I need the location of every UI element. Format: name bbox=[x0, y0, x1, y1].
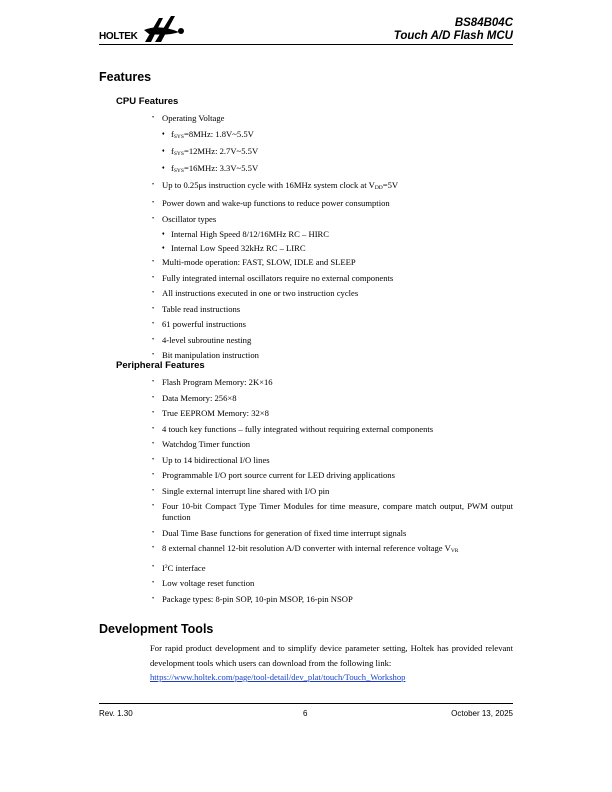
item-text: =12MHz: 2.7V~5.5V bbox=[183, 145, 259, 156]
list-item bbox=[150, 578, 513, 589]
part-number: BS84B04C bbox=[454, 17, 513, 29]
list-item bbox=[150, 319, 513, 330]
list-item bbox=[150, 288, 513, 299]
product-subtitle: Touch A/D Flash MCU bbox=[393, 30, 513, 42]
item-text: Multi-mode operation: FAST, SLOW, IDLE and SLEEP bbox=[162, 257, 356, 268]
subscript: SYS bbox=[173, 133, 184, 140]
header-divider bbox=[99, 44, 513, 45]
list-item bbox=[150, 393, 513, 404]
item-text: Single external interrupt line shared with I/O pin bbox=[162, 485, 330, 496]
subscript: SYS bbox=[173, 167, 184, 174]
peripheral-features-heading: Peripheral Features bbox=[116, 360, 205, 371]
development-tools-heading: Development Tools bbox=[99, 622, 214, 636]
item-text: Operating Voltage bbox=[162, 113, 225, 123]
development-tools-section bbox=[150, 641, 513, 685]
item-text: Bit manipulation instruction bbox=[162, 350, 259, 361]
item-text: =5V bbox=[382, 179, 399, 190]
subscript: SYS bbox=[173, 150, 184, 157]
list-item bbox=[150, 439, 513, 450]
item-text: 4 touch key functions – fully integrated without requiring external components bbox=[162, 423, 434, 434]
cpu-features-heading: CPU Features bbox=[116, 96, 179, 107]
list-item bbox=[150, 594, 513, 605]
footer-page-number: 6 bbox=[303, 709, 308, 718]
item-text: =16MHz: 3.3V~5.5V bbox=[183, 162, 259, 173]
list-item bbox=[150, 528, 513, 539]
item-text: Internal Low Speed 32kHz RC – LIRC bbox=[171, 243, 306, 254]
list-item bbox=[150, 470, 513, 481]
item-text: Oscillator types bbox=[162, 213, 217, 224]
list-item bbox=[150, 335, 513, 346]
item-text: Internal High Speed 8/12/16MHz RC – HIRC bbox=[171, 229, 330, 240]
list-item bbox=[150, 180, 513, 194]
superscript: 2 bbox=[164, 563, 168, 570]
list-item bbox=[150, 377, 513, 388]
item-text: 4-level subroutine nesting bbox=[162, 334, 252, 345]
item-text: All instructions executed in one or two instruction cycles bbox=[162, 288, 359, 299]
item-text: Low voltage reset function bbox=[162, 578, 255, 588]
document-title bbox=[394, 17, 513, 43]
item-text: 61 powerful instructions bbox=[162, 319, 247, 330]
sub-list-item bbox=[150, 129, 513, 143]
footer-date: October 13, 2025 bbox=[451, 709, 513, 718]
list-item bbox=[150, 486, 513, 497]
list-item bbox=[150, 501, 513, 523]
list-item bbox=[150, 198, 513, 209]
list-item bbox=[150, 455, 513, 466]
item-text: =8MHz: 1.8V~5.5V bbox=[183, 128, 254, 139]
subscript: DD bbox=[374, 184, 383, 191]
development-tools-paragraph: For rapid product development and to simplify device parameter setting, Holtek has provided relevant development tools which users can download from the following link: bbox=[150, 643, 513, 668]
list-item bbox=[150, 562, 513, 574]
item-text: True EEPROM Memory: 32×8 bbox=[162, 408, 269, 418]
footer-revision: Rev. 1.30 bbox=[99, 709, 133, 718]
item-text: Flash Program Memory: 2K×16 bbox=[162, 377, 273, 387]
item-text: Up to 14 bidirectional I/O lines bbox=[162, 454, 270, 465]
list-item bbox=[150, 214, 513, 225]
touch-workshop-link[interactable]: https://www.holtek.com/page/tool-detail/dev_plat/touch/Touch_Workshop bbox=[150, 672, 406, 682]
sub-list-item bbox=[150, 229, 513, 240]
list-item bbox=[150, 543, 513, 557]
peripheral-features-list bbox=[150, 377, 513, 609]
item-text: f bbox=[171, 162, 174, 173]
sub-list-item bbox=[150, 146, 513, 160]
list-item bbox=[150, 257, 513, 268]
item-text: f bbox=[171, 128, 174, 139]
item-text: 8 external channel 12-bit resolution A/D converter with internal reference voltage V bbox=[162, 543, 451, 553]
item-text: Watchdog Timer function bbox=[162, 439, 251, 449]
item-text: Power down and wake-up functions to reduce power consumption bbox=[162, 198, 390, 209]
sub-list-item bbox=[150, 243, 513, 254]
item-text: Four 10-bit Compact Type Timer Modules for time measure, compare match output, PWM output function bbox=[162, 501, 513, 522]
item-text: Table read instructions bbox=[162, 303, 241, 314]
item-text: Fully integrated internal oscillators require no external components bbox=[162, 272, 394, 283]
item-text: Programmable I/O port source current for LED driving applications bbox=[162, 470, 395, 480]
item-text: f bbox=[171, 145, 174, 156]
list-item bbox=[150, 408, 513, 419]
item-text: Up to 0.25μs instruction cycle with 16MHz system clock at V bbox=[162, 179, 375, 190]
item-text: C interface bbox=[167, 562, 206, 573]
svg-text:HOLTEK: HOLTEK bbox=[99, 31, 138, 42]
list-item bbox=[150, 424, 513, 435]
list-item bbox=[150, 113, 513, 124]
cpu-features-list bbox=[150, 113, 513, 366]
item-text: I bbox=[162, 562, 165, 573]
item-text: Package types: 8-pin SOP, 10-pin MSOP, 16-pin NSOP bbox=[162, 593, 353, 604]
item-text: Data Memory: 256×8 bbox=[162, 392, 237, 403]
list-item bbox=[150, 273, 513, 284]
features-heading: Features bbox=[99, 70, 152, 84]
sub-list-item bbox=[150, 163, 513, 177]
item-text: Dual Time Base functions for generation of fixed time interrupt signals bbox=[162, 527, 407, 538]
subscript: VR bbox=[450, 548, 459, 554]
list-item bbox=[150, 304, 513, 315]
footer-divider bbox=[99, 703, 513, 704]
